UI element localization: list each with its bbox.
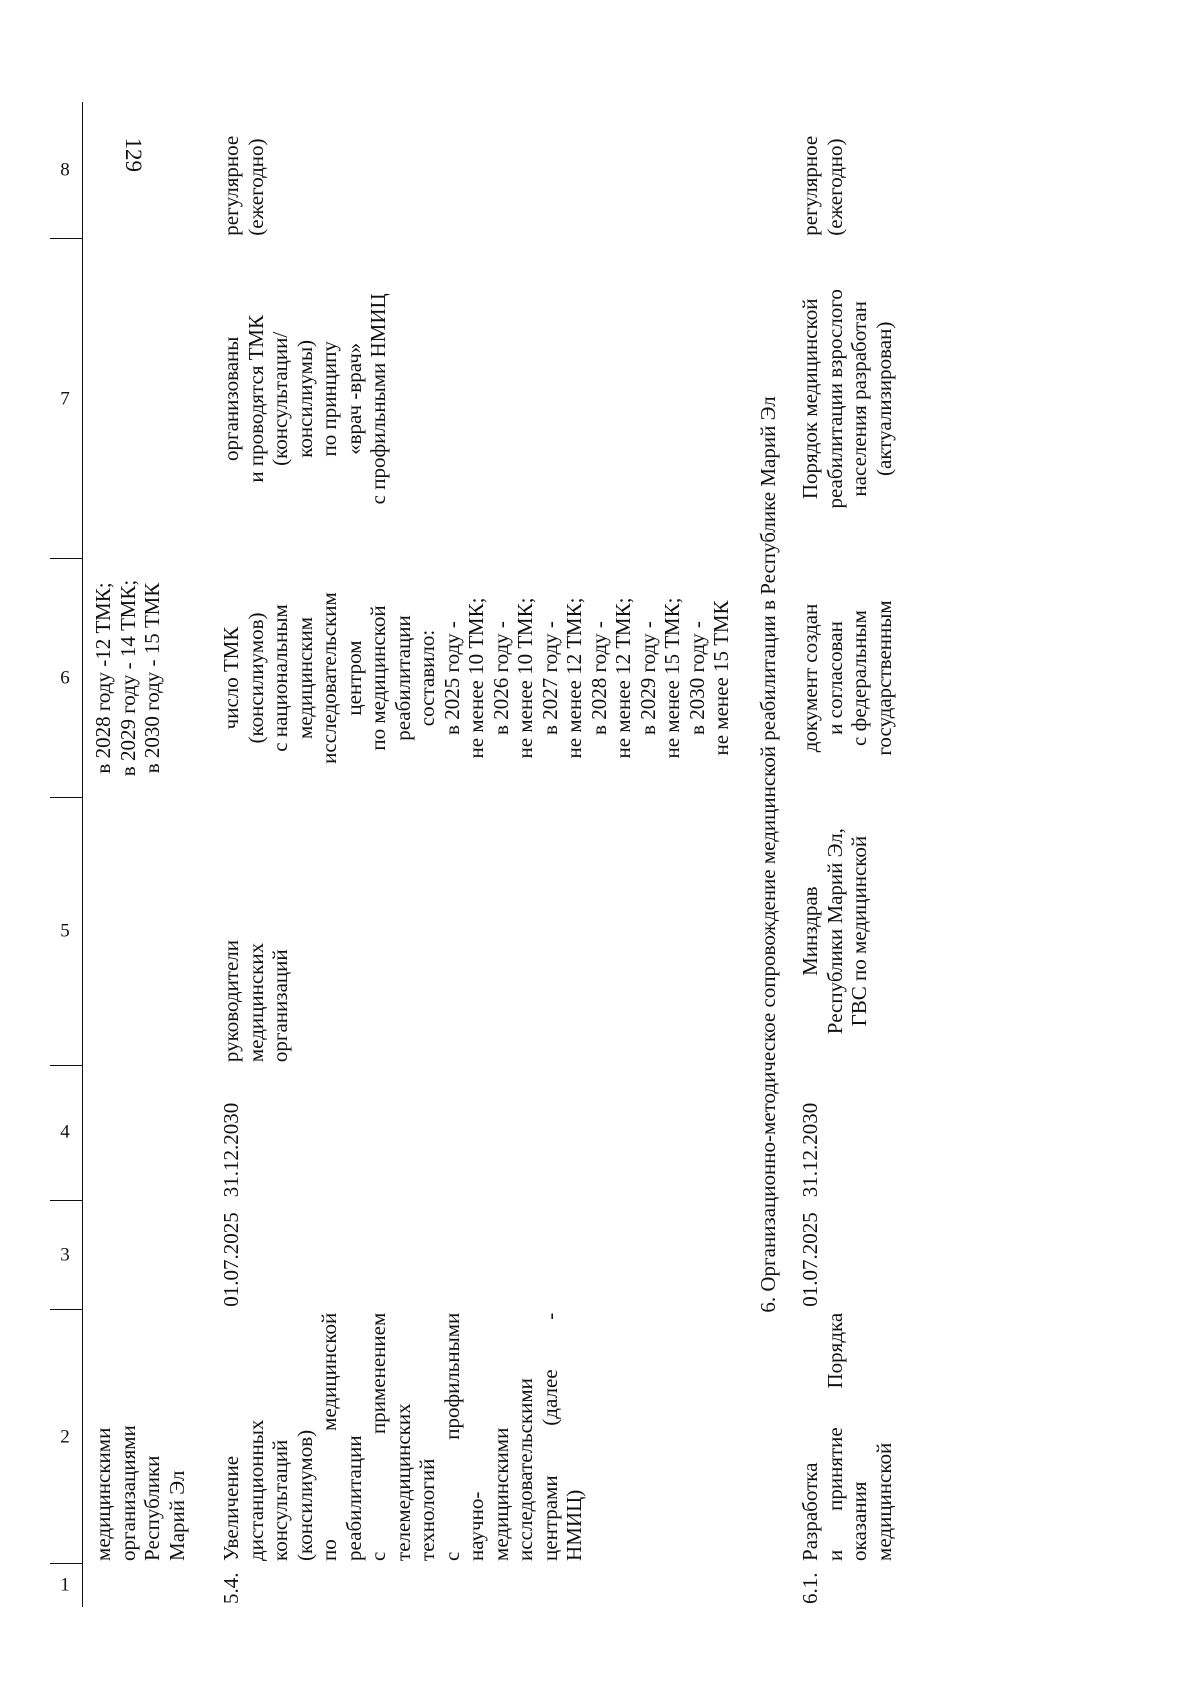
cell-text-line: и принятие Порядка: [822, 1312, 847, 1561]
cell-text-line: с национальным: [268, 604, 292, 752]
cell-text-line: ГВС по медицинской: [847, 835, 871, 1027]
cell-number: 6.1.: [798, 1572, 822, 1604]
cell-indicator: [798, 559, 896, 797]
cell-text-line: Увеличение: [219, 1455, 243, 1561]
cell-responsible: [83, 797, 220, 1065]
cell-text-line: (актуализирован): [871, 321, 896, 476]
cell-text-line: (консультации/: [268, 331, 292, 466]
section-title: 6. Организационно-методическое сопровождение медицинской реабилитации в Республике Марий Эл: [755, 396, 780, 1313]
cell-text-line: научно-: [464, 1491, 488, 1561]
cell-text-line: по принципу: [317, 341, 341, 457]
cell-text-line: в 2028 году -: [586, 621, 611, 735]
cell-text-line: медицинским: [292, 617, 317, 740]
cell-text-line: и проводятся ТМК: [243, 315, 268, 483]
cell-text-line: консилиумы): [292, 339, 317, 458]
cell-text-line: (ежегодно): [243, 138, 268, 236]
header-col-3: 3: [50, 1200, 83, 1310]
cell-number: 5.4.: [219, 1572, 243, 1604]
cell-text-line: в 2028 году -12 ТМК;: [91, 582, 115, 774]
cell-text-line: с применением: [366, 1312, 390, 1561]
cell-text-line: Порядок медицинской: [798, 298, 822, 500]
cell-text-line: Марий Эл: [164, 1470, 189, 1561]
cell-text-line: организациями: [115, 1425, 140, 1561]
cell-text-line: Минздрав: [798, 886, 822, 976]
cell-text-line: с профильными НМИЦ: [366, 293, 390, 505]
cell-start-date: 01.07.2025: [219, 1212, 243, 1307]
cell-text-line: реабилитации взрослого: [822, 289, 847, 509]
cell-text-line: реабилитации: [390, 615, 415, 741]
cell-text-line: не менее 12 ТМК;: [611, 597, 635, 759]
cell-text-line: не менее 15 ТМК;: [660, 597, 684, 759]
cell-text-line: в 2026 году -: [488, 621, 513, 735]
cell-responsible: [219, 797, 742, 1065]
cell-end-date: 31.12.2030: [798, 1102, 822, 1198]
cell-text-line: населения разработан: [847, 301, 871, 497]
header-col-5: 5: [50, 797, 83, 1065]
cell-text-line: Республики: [140, 1455, 164, 1561]
cell-text-line: по медицинской: [317, 1312, 341, 1561]
cell-text-line: (ежегодно): [822, 138, 847, 236]
cell-text-line: медицинских: [243, 942, 268, 1063]
cell-result: [219, 239, 742, 559]
cell-text-line: регулярное: [798, 135, 822, 236]
cell-result: [83, 239, 220, 559]
cell-responsible: [798, 797, 896, 1065]
cell-indicator: [83, 559, 220, 797]
cell-text-line: государственным: [871, 600, 896, 756]
cell-text-line: составило:: [415, 629, 439, 727]
cell-end-date: 31.12.2030: [219, 1102, 243, 1198]
header-col-6: 6: [50, 559, 83, 797]
cell-text-line: документ создан: [798, 603, 822, 753]
cell-event: [798, 1310, 896, 1564]
cell-text-line: по медицинской: [366, 605, 390, 751]
table-row-continued: [83, 102, 220, 1607]
cell-text-line: технологий: [415, 1458, 439, 1561]
cell-text-line: в 2030 году - 15 ТМК: [140, 582, 164, 774]
header-col-7: 7: [50, 239, 83, 559]
cell-text-line: дистанционных: [243, 1419, 268, 1561]
cell-text-line: медицинскими: [488, 1427, 513, 1561]
cell-text-line: реабилитации: [341, 1435, 366, 1561]
cell-text-line: в 2025 году -: [439, 621, 464, 735]
header-col-8: 8: [50, 102, 83, 239]
header-col-4: 4: [50, 1065, 83, 1200]
cell-text-line: не менее 10 ТМК;: [464, 597, 488, 759]
cell-text-line: в 2029 году -: [635, 621, 660, 735]
cell-text-line: не менее 15 ТМК: [709, 600, 733, 756]
header-col-1: 1: [50, 1564, 83, 1607]
table-row-5-4: [219, 102, 742, 1607]
cell-text-line: НМИЦ): [562, 1489, 586, 1561]
cell-text-line: «врач -врач»: [341, 342, 366, 455]
cell-event: [219, 1310, 742, 1564]
cell-text-line: не менее 10 ТМК;: [513, 597, 537, 759]
cell-frequency: [83, 102, 220, 239]
cell-text-line: организаций: [268, 949, 292, 1063]
header-row: [50, 102, 83, 1607]
cell-text-line: медицинской: [871, 1442, 896, 1561]
cell-start-date: 01.07.2025: [798, 1212, 822, 1307]
section-heading-row: [742, 102, 799, 1607]
cell-text-line: исследовательскими: [513, 1378, 537, 1561]
cell-text-line: Республики Марий Эл,: [822, 828, 847, 1035]
cell-text-line: в 2030 году -: [684, 621, 709, 735]
cell-end-date: [83, 1065, 220, 1200]
cell-frequency: [798, 102, 896, 239]
cell-text-line: число ТМК: [219, 626, 243, 730]
cell-event: [83, 1310, 220, 1564]
cell-text-line: телемедицинских: [390, 1403, 415, 1561]
cell-text-line: регулярное: [219, 135, 243, 236]
header-col-2: 2: [50, 1310, 83, 1564]
cell-indicator: [219, 559, 742, 797]
cell-text-line: оказания: [847, 1481, 871, 1561]
cell-text-line: не менее 12 ТМК;: [562, 597, 586, 759]
table-row-6-1: [798, 102, 896, 1607]
cell-start-date: [83, 1200, 220, 1310]
cell-text-line: медицинскими: [91, 1427, 115, 1561]
cell-frequency: [219, 102, 742, 239]
cell-text-line: в 2029 году - 14 ТМК;: [115, 579, 140, 777]
cell-number: [83, 1564, 220, 1607]
cell-text-line: центрами (далее -: [537, 1312, 562, 1561]
cell-text-line: Разработка: [798, 1462, 822, 1561]
plan-table: [50, 102, 896, 1607]
cell-text-line: с профильными: [439, 1312, 464, 1561]
cell-text-line: консультаций: [268, 1439, 292, 1561]
cell-text-line: (консилиумов): [292, 1429, 317, 1561]
cell-text-line: с федеральным: [847, 610, 871, 746]
cell-text-line: в 2027 году -: [537, 621, 562, 735]
cell-text-line: руководители: [219, 939, 243, 1063]
cell-text-line: центром: [341, 640, 366, 716]
page-number: 129: [121, 137, 146, 172]
cell-text-line: (консилиумов): [243, 612, 268, 744]
cell-text-line: и согласован: [822, 621, 847, 735]
cell-result: [798, 239, 896, 559]
cell-text-line: исследовательским: [317, 592, 341, 764]
cell-text-line: организованы: [219, 336, 243, 462]
